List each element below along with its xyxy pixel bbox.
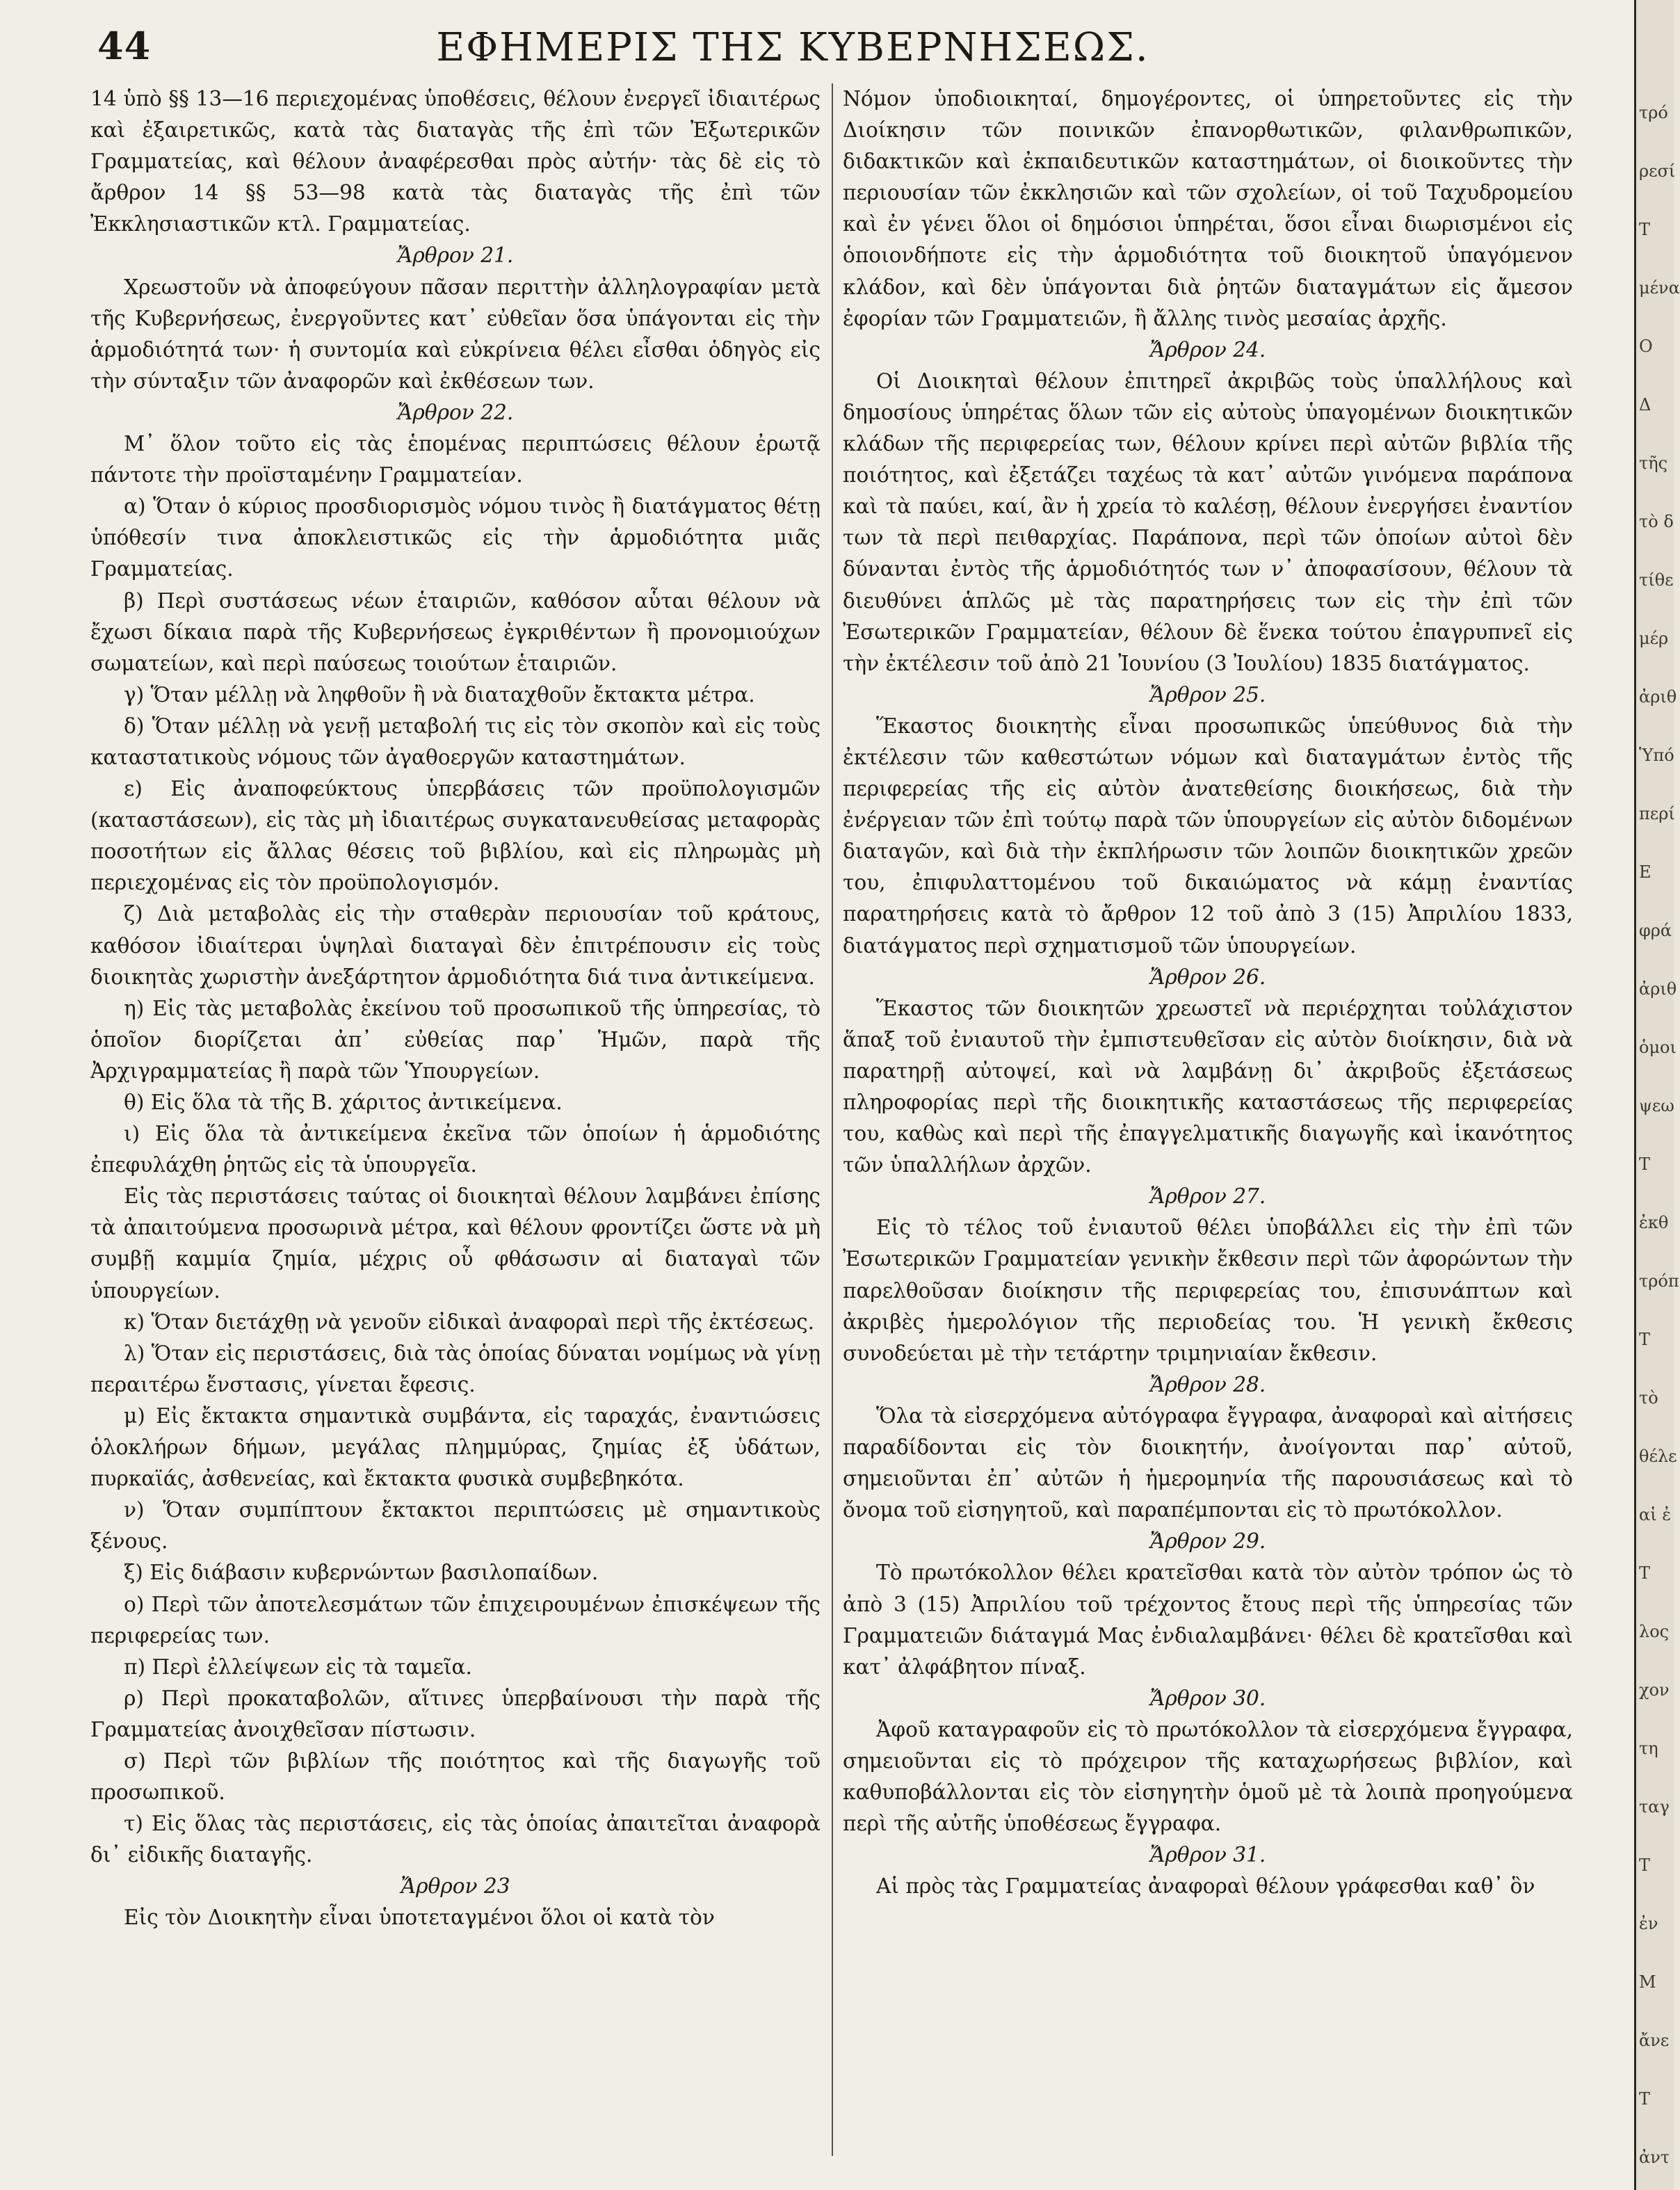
article-heading: Ἄρθρον 25. [1149, 682, 1266, 707]
margin-fragment: τρόπ [1639, 1271, 1679, 1291]
paragraph: α) Ὅταν ὁ κύριος προσδιορισμὸς νόμου τινὸς ἢ διατάγματος θέτῃ ὑπόθεσίν τινα ἀποκλειστικῶς εἰς τὴν ἁρμοδιότητα μιᾶς Γραμματείας. [90, 494, 821, 581]
paragraph: ν) Ὅταν συμπίπτουν ἔκτακτοι περιπτώσεις μὲ σημαντικοὺς ξένους. [90, 1498, 821, 1554]
margin-fragment: ἐν [1639, 1914, 1658, 1933]
margin-fragment: τίθε [1639, 570, 1674, 590]
margin-fragment: ἐκθ [1639, 1213, 1669, 1232]
continued-paragraph: Νόμον ὑποδιοικηταί, δημογέροντες, οἱ ὑπηρετοῦντες εἰς τὴν Διοίκησιν τῶν ποινικῶν ἐπανορθωτικῶν, φιλανθρωπικῶν, διδακτικῶν καὶ ἐκπαιδευτικῶν καταστημάτων, οἱ διοικοῦντες τὴν περιουσίαν τῶν ἐκκλησιῶν καὶ τῶν σχολείων, οἱ τοῦ Ταχυδρομείου καὶ ἐν γένει ὅλοι οἱ δημόσιοι ὑπηρέται, ὅσοι εἶναι διωρισμένοι εἰς ὁποιονδήποτε εἰς τὴν ἁρμοδιότητα τοῦ διοικητοῦ ὑπαγόμενον κλάδον, καὶ δὲν ὑπάγονται διὰ ῥητῶν διαταγμάτων εἰς ἄμεσον ἐφορίαν τῶν Γραμματειῶν, ἢ ἄλλης τινὸς μεσαίας ἀρχῆς. [843, 87, 1573, 330]
article-heading: Ἄρθρον 31. [1149, 1843, 1266, 1867]
margin-fragment: αἱ ἐ [1639, 1505, 1672, 1524]
margin-fragment: τρό [1639, 103, 1668, 122]
margin-fragment: Μ [1639, 1972, 1656, 1992]
paragraph: Ἀφοῦ καταγραφοῦν εἰς τὸ πρωτόκολλον τὰ εἰσερχόμενα ἔγγραφα, σημειοῦνται εἰς τὸ πρόχειρον τῆς καταχωρήσεως βιβλίον, καὶ καθυποβάλλονται εἰς τὸν εἰσηγητὴν ὁμοῦ μὲ τὰ λοιπὰ προηγούμενα περὶ τῆς αὐτῆς ὑποθέσεως ἔγγραφα. [843, 1717, 1573, 1836]
article-heading: Ἄρθρον 26. [1149, 965, 1266, 989]
margin-fragment: ὁμοι [1639, 1038, 1677, 1057]
article-heading: Ἄρθρον 29. [1149, 1529, 1266, 1554]
right-column [843, 83, 1573, 2170]
paragraph: Οἱ Διοικηταὶ θέλουν ἐπιτηρεῖ ἀκριβῶς τοὺς ὑπαλλήλους καὶ δημοσίους ὑπηρέτας ὅλων τῶν εἰς αὐτοὺς ὑπαγομένων διοικητικῶν κλάδων τῆς περιφερείας των, θέλουν κρίνει περὶ αὐτῶν βιβλία τῆς ποιότητος, καὶ ἐξετάζει ταχέως τὰ κατ᾽ αὐτῶν γινόμενα παράπονα καὶ τὰ παύει, καί, ἂν ἡ χρεία τὸ καλέσῃ, θέλουν ἐνεργήσει ἐναντίον των τὰ περὶ πειθαρχίας. Παράπονα, περὶ τῶν ὁποίων αὐτοὶ δὲν δύνανται ἐντὸς τῆς ἁρμοδιότητός των ν᾽ ἀποφασίσουν, θέλουν τὰ διευθύνει ἁπλῶς μὲ τὰς παρατηρήσεις των εἰς τὴν ἐπὶ τῶν Ἐσωτερικῶν Γραμματείαν, θέλουν δὲ ἕνεκα τούτου ἐπαγρυπνεῖ εἰς τὴν ἐκτέλεσιν τοῦ ἀπὸ 21 Ἰουνίου (3 Ἰουλίου) 1835 διατάγματος. [843, 369, 1573, 675]
paragraph: ο) Περὶ τῶν ἀποτελεσμάτων τῶν ἐπιχειρουμένων ἐπισκέψεων τῆς περιφερείας των. [90, 1592, 821, 1648]
margin-fragment: Ὑπό [1639, 746, 1674, 765]
paragraph: ι) Εἰς ὅλα τὰ ἀντικείμενα ἐκεῖνα τῶν ὁποίων ἡ ἁρμοδιότης ἐπεφυλάχθη ῥητῶς εἰς τὰ ὑπουργεῖα. [90, 1122, 821, 1177]
margin-fragment: ἀριθ [1639, 979, 1677, 999]
margin-fragment: Ε [1639, 862, 1651, 882]
paragraph: δ) Ὅταν μέλλῃ νὰ γενῇ μεταβολή τις εἰς τὸν σκοπὸν καὶ εἰς τοὺς καταστατικοὺς νόμους τῶν ἀγαθοεργῶν καταστημάτων. [90, 714, 821, 769]
paragraph: τ) Εἰς ὅλας τὰς περιστάσεις, εἰς τὰς ὁποίας ἀπαιτεῖται ἀναφορὰ δι᾽ εἰδικῆς διαταγῆς. [90, 1812, 821, 1867]
margin-fragment: θέλε [1639, 1447, 1677, 1466]
article-heading: Ἄρθρον 27. [1149, 1184, 1266, 1209]
article-heading: Ἄρθρον 22. [397, 400, 514, 424]
paragraph: λ) Ὅταν εἰς περιστάσεις, διὰ τὰς ὁποίας δύναται νομίμως νὰ γίνῃ περαιτέρω ἔνστασις, γίνεται ἔφεσις. [90, 1341, 821, 1396]
margin-fragment: Τ [1639, 1563, 1651, 1583]
paragraph: ε) Εἰς ἀναποφεύκτους ὑπερβάσεις τῶν προϋπολογισμῶν (καταστάσεων), εἰς τὰς μὴ ἰδιαιτέρως συγκατανευθείσας μεταφορὰς ποσοτήτων εἰς ἄλλας θέσεις τοῦ βιβλίου, καὶ εἰς πληρωμὰς μὴ περιεχομένας εἰς τὸν προϋπολογισμόν. [90, 777, 821, 895]
margin-fragment: Τ [1639, 220, 1651, 239]
margin-fragment: μέρ [1639, 629, 1669, 648]
margin-fragment: ἄνε [1639, 2031, 1670, 2050]
page-header [97, 19, 1516, 74]
paragraph: ζ) Διὰ μεταβολὰς εἰς τὴν σταθερὰν περιουσίαν τοῦ κράτους, καθόσον ἰδιαίτεραι ὑψηλαὶ διαταγαὶ δὲν ἐπιτρέπουσιν εἰς τοὺς διοικητὰς χωριστὴν ἀνεξάρτητον ἁρμοδιότητα διά τινα ἀντικείμενα. [90, 902, 821, 989]
article-heading: Ἄρθρον 23 [401, 1874, 510, 1899]
margin-fragment: ψεω [1639, 1096, 1674, 1116]
paragraph: Μ᾽ ὅλον τοῦτο εἰς τὰς ἑπομένας περιπτώσεις θέλουν ἐρωτᾷ πάντοτε τὴν προϊσταμένην Γραμματείαν. [90, 432, 821, 488]
margin-fragment: περί [1639, 804, 1675, 823]
paragraph: γ) Ὅταν μέλλῃ νὰ ληφθοῦν ἢ νὰ διαταχθοῦν ἔκτακτα μέτρα. [124, 682, 755, 707]
continued-paragraph: 14 ὑπὸ §§ 13—16 περιεχομένας ὑποθέσεις, θέλουν ἐνεργεῖ ἰδιαιτέρως καὶ ἐξαιρετικῶς, κατὰ τὰς διαταγὰς τῆς ἐπὶ τῶν Ἐξωτερικῶν Γραμματείας, καὶ θέλουν ἀναφέρεσθαι πρὸς αὐτήν· τὰς δὲ εἰς τὸ ἄρθρον 14 §§ 53—98 κατὰ τὰς διαταγὰς τῆς ἐπὶ τῶν Ἐκκλησιαστικῶν κτλ. Γραμματείας. [90, 87, 821, 236]
paragraph: Αἱ πρὸς τὰς Γραμματείας ἀναφοραὶ θέλουν γράφεσθαι καθ᾽ ὃν [876, 1874, 1535, 1899]
margin-fragment: τῆς [1639, 453, 1668, 473]
margin-fragment: τὸ [1639, 1388, 1658, 1408]
margin-fragment: λος [1639, 1622, 1670, 1641]
margin-fragment: ρεσί [1639, 161, 1676, 181]
margin-fragment: Ο [1639, 337, 1653, 356]
paragraph: Ἕκαστος διοικητὴς εἶναι προσωπικῶς ὑπεύθυνος διὰ τὴν ἐκτέλεσιν τῶν καθεστώτων νόμων καὶ διαταγμάτων ἐντὸς τῆς περιφερείας τῆς εἰς αὐτὸν ἀνατεθείσης διοικήσεως, διὰ τὴν ἐνέργειαν τῶν ἐπὶ τούτῳ παρὰ τῶν ὑπουργείων εἰς αὐτὸν διδομένων διαταγῶν, καὶ διὰ τὴν ἐκπλήρωσιν τῶν λοιπῶν διοικητικῶν χρεῶν του, ἐπιφυλαττομένου τοῦ δικαιώματος νὰ κάμῃ ἐναντίας παρατηρήσεις κατὰ τὸ ἄρθρον 12 τοῦ ἀπὸ 3 (15) Ἀπριλίου 1833, διατάγματος περὶ σχηματισμοῦ τῶν ὑπουργείων. [843, 714, 1573, 958]
paragraph: σ) Περὶ τῶν βιβλίων τῆς ποιότητος καὶ τῆς διαγωγῆς τοῦ προσωπικοῦ. [90, 1748, 821, 1805]
paragraph: π) Περὶ ἐλλείψεων εἰς τὰ ταμεῖα. [124, 1654, 472, 1679]
margin-fragment: Τ [1639, 1154, 1651, 1174]
margin-fragment: Τ [1639, 2089, 1651, 2109]
left-column [90, 83, 821, 2170]
paragraph: Ἕκαστος τῶν διοικητῶν χρεωστεῖ νὰ περιέρχηται τοὐλάχιστον ἅπαξ τοῦ ἐνιαυτοῦ τὴν ἐμπιστευθεῖσαν εἰς αὐτὸν διοίκησιν, διὰ νὰ παρατηρῇ αὐτοψεί, καὶ νὰ λαμβάνῃ δι᾽ ἀκριβοῦς ἐξετάσεως πληροφορίας περὶ τῆς διοικητικῆς καταστάσεως τῆς περιφερείας του, καθὼς καὶ περὶ τῆς ἐπαγγελματικῆς διαγωγῆς καὶ ἱκανότητος τῶν ὑπαλλήλων ἀρχῶν. [843, 996, 1573, 1177]
margin-fragment: Δ [1639, 395, 1651, 414]
paragraph: Εἰς τὸν Διοικητὴν εἶναι ὑποτεταγμένοι ὅλοι οἱ κατὰ τὸν [124, 1906, 715, 1930]
margin-fragment: ταγ [1639, 1797, 1670, 1817]
paragraph: μ) Εἰς ἔκτακτα σημαντικὰ συμβάντα, εἰς ταραχάς, ἐναντιώσεις ὁλοκλήρων δήμων, μεγάλας πλημμύρας, ζημίας ἐξ ὑδάτων, πυρκαϊάς, ἀσθενείας, καὶ ἔκτακτα φυσικὰ συμβεβηκότα. [90, 1403, 821, 1491]
adjacent-page-edge [1634, 0, 1680, 2190]
paragraph: θ) Εἰς ὅλα τὰ τῆς Β. χάριτος ἀντικείμενα. [124, 1090, 563, 1114]
paragraph: Ὅλα τὰ εἰσερχόμενα αὐτόγραφα ἔγγραφα, ἀναφοραὶ καὶ αἰτήσεις παραδίδονται εἰς τὸν διοικητήν, ἀνοίγονται παρ᾽ αὐτοῦ, σημειοῦνται ἐπ᾽ αὐτῶν ἡ ἡμερομηνία τῆς παρουσιάσεως καὶ τὸ ὄνομα τοῦ εἰσηγητοῦ, καὶ παραπέμπονται εἰς τὸ πρωτόκολλον. [843, 1403, 1573, 1522]
margin-fragment: φρά [1639, 921, 1672, 940]
margin-fragment: Τ [1639, 1855, 1651, 1875]
article-heading: Ἄρθρον 24. [1149, 337, 1266, 362]
paragraph: κ) Ὅταν διετάχθῃ νὰ γενοῦν εἰδικαὶ ἀναφοραὶ περὶ τῆς ἐκτέσεως. [124, 1310, 815, 1334]
paragraph: ρ) Περὶ προκαταβολῶν, αἵτινες ὑπερβαίνουσι τὴν παρὰ τῆς Γραμματείας ἀνοιχθεῖσαν πίστωσιν. [90, 1686, 821, 1741]
margin-fragment: χον [1639, 1680, 1670, 1700]
article-heading: Ἄρθρον 30. [1149, 1686, 1266, 1710]
margin-fragment: τὸ δ [1639, 512, 1674, 531]
article-heading: Ἄρθρον 21. [397, 243, 514, 268]
column-divider [832, 83, 833, 2156]
paragraph: Χρεωστοῦν νὰ ἀποφεύγουν πᾶσαν περιττὴν ἀλληλογραφίαν μετὰ τῆς Κυβερνήσεως, ἐνεργοῦντες κατ᾽ εὐθεῖαν ὅσα ὑπάγονται εἰς τὴν ἁρμοδιότητά των· ἡ συντομία καὶ εὐκρίνεια θέλει εἶσθαι ὁδηγὸς εἰς τὴν σύνταξιν τῶν ἀναφορῶν καὶ ἐκθέσεων των. [90, 275, 821, 393]
margin-fragment: Τ [1639, 1330, 1651, 1349]
paragraph: ξ) Εἰς διάβασιν κυβερνώντων βασιλοπαίδων. [124, 1561, 599, 1585]
paragraph: Τὸ πρωτόκολλον θέλει κρατεῖσθαι κατὰ τὸν αὐτὸν τρόπον ὡς τὸ ἀπὸ 3 (15) Ἀπριλίου τοῦ τρέχοντος ἔτους περὶ τῆς ὑπηρεσίας τῶν Γραμματειῶν διάταγμά Μας ἐνδιαλαμβάνει· θέλει δὲ κρατεῖσθαι καὶ κατ᾽ ἀλφάβητον πίναξ. [843, 1561, 1573, 1679]
margin-fragment: μένα [1639, 278, 1680, 298]
paragraph: Εἰς τὸ τέλος τοῦ ἐνιαυτοῦ θέλει ὑποβάλλει εἰς τὴν ἐπὶ τῶν Ἐσωτερικῶν Γραμματείαν γενικὴν ἔκθεσιν περὶ τῶν ἀφορώντων τὴν παρελθοῦσαν διοίκησιν τῆς περιφερείας του, ἐπισυνάπτων καὶ ἀκριβὲς ἡμερολόγιον τῆς περιοδείας του. Ἡ γενικὴ ἔκθεσις συνοδεύεται μὲ τὴν τετάρτην τριμηνιαίαν ἔκθεσιν. [843, 1216, 1573, 1365]
journal-title: ΕΦΗΜΕΡΙΣ ΤΗΣ ΚΥΒΕΡΝΗΣΕΩΣ. [436, 25, 1149, 70]
paragraph: β) Περὶ συστάσεως νέων ἑταιριῶν, καθόσον αὗται θέλουν νὰ ἔχωσι δίκαια παρὰ τῆς Κυβερνήσεως ἐγκριθέντων ἢ προνομιούχων σωματείων, καὶ περὶ παύσεως τοιούτων ἑταιριῶν. [90, 588, 821, 675]
margin-fragment: ἀριθ [1639, 687, 1677, 707]
paragraph: η) Εἰς τὰς μεταβολὰς ἐκείνου τοῦ προσωπικοῦ τῆς ὑπηρεσίας, τὸ ὁποῖον διορίζεται ἀπ᾽ εὐθείας παρ᾽ Ἡμῶν, παρὰ τῆς Ἀρχιγραμματείας ἢ παρὰ τῶν Ὑπουργείων. [90, 996, 821, 1083]
page-number: 44 [97, 24, 152, 68]
paragraph: Εἰς τὰς περιστάσεις ταύτας οἱ διοικηταὶ θέλουν λαμβάνει ἐπίσης τὰ ἀπαιτούμενα προσωρινὰ μέτρα, καὶ θέλουν φροντίζει ὥστε νὰ μὴ συμβῇ καμμία ζημία, μέχρις οὗ φθάσωσιν αἱ διαταγαὶ τῶν ὑπουργείων. [90, 1184, 821, 1303]
margin-fragment: τη [1639, 1739, 1658, 1758]
margin-fragment: ἀντ [1639, 2148, 1670, 2167]
article-heading: Ἄρθρον 28. [1149, 1372, 1266, 1396]
